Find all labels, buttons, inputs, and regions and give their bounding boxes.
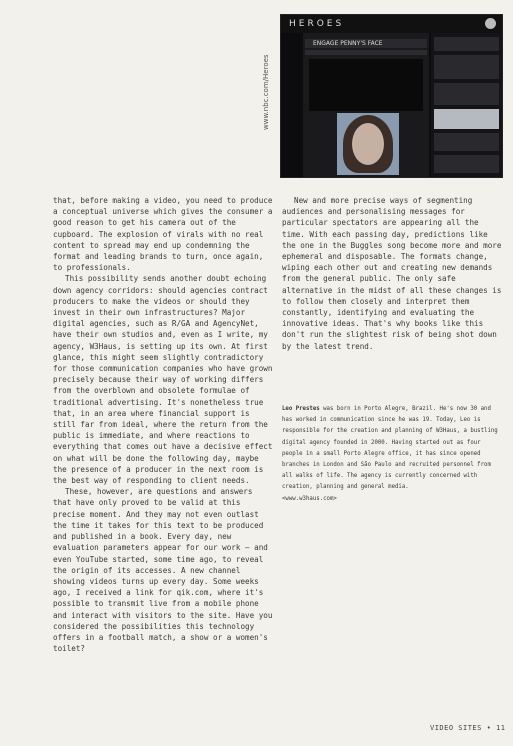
screenshot-logo: HEROES (289, 19, 345, 29)
image-credit-text: www.nbc.com/Heroes (262, 54, 270, 130)
author-bio (282, 404, 504, 505)
website-screenshot (280, 14, 503, 178)
paragraph: New and more precise ways of segmenting audiences and personalising messages for particular spectators are appearing all the time. With each passing day, predictions like the one in the Buggles song become more and more ephemeral and disposable. The formats change, wiping each other out and creating new demands from the general public. The only safe alternative in the midst of all these changes is to follow them closely and interpret them constantly, identifying and evaluating the innovative ideas. That's why books like this don't run the slightest risk of being shot down by the latest trend. (282, 196, 502, 351)
author-bio-text: was born in Porto Alegre, Brazil. He's now 30 and has worked in communication since he was 19. Today, Leo is responsible for the creation and planning of W3Haus, a bustling digital agency founded in 2000. Having started out as four people in a small Porto Alegre office, it has since opened branches in London and São Paulo and recruited personnel from all walks of life. The agency is currently concerned with creation, planning and general media. (282, 406, 498, 491)
left-column (53, 195, 275, 654)
car-ad-tile (434, 109, 499, 129)
paragraph: that, before making a video, you need to produce a conceptual universe which gives the consumer a good reason to get his camera out of the cupboard. The explosion of virals with no real content to spread may end up condemning the format and leading brands to turn, once again, to professionals. (53, 196, 273, 273)
sidebar-tile (434, 55, 499, 79)
screenshot-headline: ENGAGE PENNY'S FACE (305, 39, 427, 48)
author-name: Leo Prestes (282, 406, 320, 412)
sidebar-tile (434, 155, 499, 173)
screenshot-main-panel (303, 33, 429, 177)
screenshot-dark-area (309, 59, 423, 111)
paragraph: This possibility sends another doubt echoing down agency corridors: should agencies contract producers to make the videos or should they invest in their own infrastructures? Major digital agencies, such as R/GA and AgencyNet, have their own studios and, even as I write, my agency, W3Haus, is setting up its own. At first glance, this might seem slightly contradictory for those communication companies who have grown precisely because their way of working differs from the overblown and obsolete formulae of traditional advertising. It's nonetheless true that, in an area where financial support is still far from ideal, where the return from the public is immediate, and where reactions to everything that comes out have a decisive effect on what will be done the following day, maybe the presence of a producer in the next room is the best way of responding to client needs. (53, 274, 273, 486)
screenshot-sidebar (431, 33, 502, 177)
sidebar-tile (434, 83, 499, 105)
page-footer: VIDEO SITES • 11 (430, 724, 506, 732)
portrait-photo (337, 113, 399, 175)
author-url: <www.w3haus.com> (282, 495, 337, 502)
screenshot-tabs (305, 50, 427, 55)
portrait-face (352, 123, 384, 165)
right-column (282, 195, 504, 352)
image-credit (262, 20, 274, 130)
sidebar-tile (434, 133, 499, 151)
paragraph: These, however, are questions and answers that have only proved to be valid at this precise moment. And they may not even outlast the time it takes for this text to be produced and published in a book. Every day, new evaluation parameters appear for our work — and even YouTube started, some time ago, to reveal the origin of its accesses. A new channel showing videos turns up every day. Some weeks ago, I received a link for qik.com, where it's possible to transmit live from a mobile phone and interact with visitors to the site. Have you considered the possibilities this technology offers in a football match, a show or a women's toilet? (53, 487, 273, 654)
nbc-logo-icon (485, 18, 496, 29)
sidebar-tile (434, 37, 499, 51)
